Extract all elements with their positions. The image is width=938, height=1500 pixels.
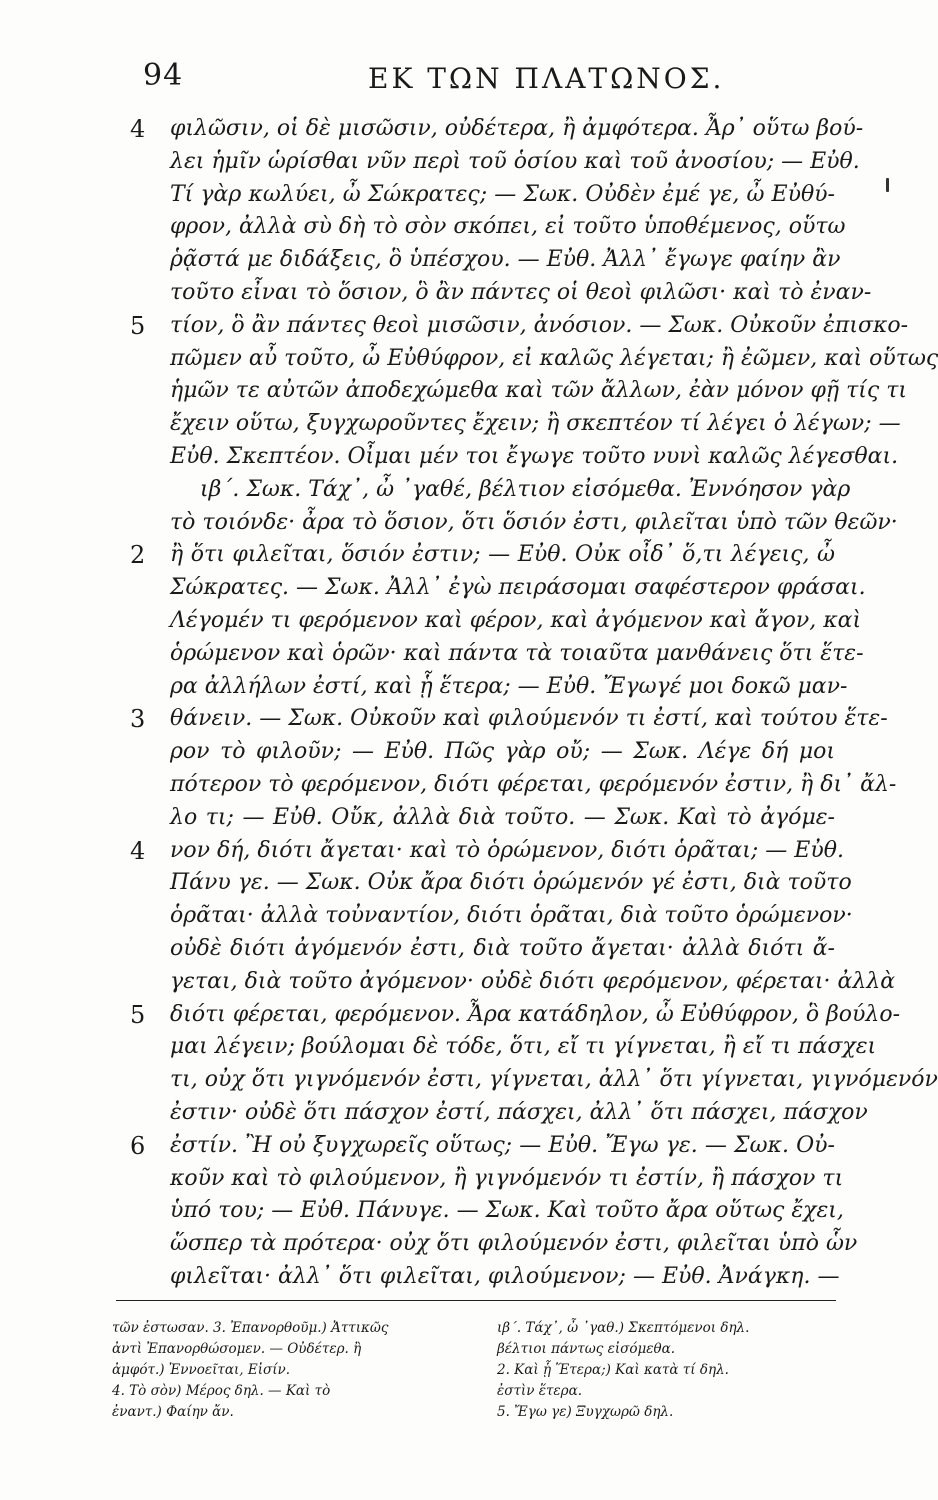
section-marker: 5 <box>130 1000 146 1029</box>
footnote-line: βέλτιοι πάντως εἰσόμεθα. <box>497 1341 676 1357</box>
text-line: ὁρώμενον καὶ ὁρῶν· καὶ πάντα τὰ τοιαῦτα μανθάνεις ὅτι ἕτε- <box>170 640 864 666</box>
text-line: ρα ἀλλήλων ἐστί, καὶ ᾗ ἕτερα; — Εὐθ. Ἔγωγέ μοι δοκῶ μαν- <box>170 673 848 699</box>
text-line: ὁρᾶται· ἀλλὰ τοὐναντίον, διότι ὁρᾶται, διὰ τοῦτο ὁρώμενον· <box>170 903 853 929</box>
text-line: ρον τὸ φιλοῦν; — Εὐθ. Πῶς γὰρ οὔ; — Σωκ. Λέγε δή μοι <box>170 739 835 765</box>
text-line: οὐδὲ διότι ἀγόμενόν ἐστι, διὰ τοῦτο ἄγεται· ἀλλὰ διότι ἄ- <box>170 936 835 961</box>
text-line: θάνειν. — Σωκ. Οὐκοῦν καὶ φιλούμενόν τι ἐστί, καὶ τούτου ἕτε- <box>170 706 888 732</box>
text-line: πῶμεν αὖ τοῦτο, ὦ Εὐθύφρον, εἰ καλῶς λέγεται; ἢ ἐῶμεν, καὶ οὕτως <box>170 345 938 371</box>
footnote-line: 2. Καὶ ᾗ Ἕτερα;) Καὶ κατὰ τί δηλ. <box>497 1362 729 1378</box>
footnote-line: ἐναντ.) Φαίην ἄν. <box>112 1404 234 1420</box>
text-line: φρον, ἀλλὰ σὺ δὴ τὸ σὸν σκόπει, εἰ τοῦτο ὑποθέμενος, οὕτω <box>170 214 846 240</box>
text-line: λο τι; — Εὐθ. Οὔκ, ἀλλὰ διὰ τοῦτο. — Σωκ. Καὶ τὸ ἀγόμε- <box>170 804 835 830</box>
text-line: φιλῶσιν, οἱ δὲ μισῶσιν, οὐδέτερα, ἢ ἀμφότερα. Ἆρ᾽ οὕτω βού- <box>170 116 864 141</box>
section-marker: 4 <box>130 836 146 865</box>
text-line: ιβ΄. Σωκ. Τάχ᾽, ὦ ᾽γαθέ, βέλτιον εἰσόμεθα. Ἐννόησον γὰρ <box>200 476 851 502</box>
text-line: φιλεῖται· ἀλλ᾽ ὅτι φιλεῖται, φιλούμενον; — Εὐθ. Ἀνάγκη. — <box>170 1264 840 1289</box>
footnote-line: ἐστὶν ἕτερα. <box>497 1383 583 1399</box>
text-line: τι, οὐχ ὅτι γιγνόμενόν ἐστι, γίγνεται, ἀλλ᾽ ὅτι γίγνεται, γιγνόμενόν <box>170 1067 938 1093</box>
footnote-line: ἀντὶ Ἐπανορθώσομεν. — Οὐδέτερ. ἢ <box>112 1341 362 1357</box>
footnote-line: ἀμφότ.) Ἐννοεῖται, Εἰσίν. <box>112 1362 290 1378</box>
text-line: ἔχειν οὕτω, ξυγχωροῦντες ἔχειν; ἢ σκεπτέον τί λέγει ὁ λέγων; — <box>170 411 901 437</box>
text-line: Πάνυ γε. — Σωκ. Οὐκ ἄρα διότι ὁρώμενόν γέ ἐστι, διὰ τοῦτο <box>170 870 852 896</box>
text-line: νον δή, διότι ἄγεται· καὶ τὸ ὁρώμενον, διότι ὁρᾶται; — Εὐθ. <box>170 837 844 863</box>
text-line: Λέγομέν τι φερόμενον καὶ φέρον, καὶ ἀγόμενον καὶ ἄγον, καὶ <box>170 608 862 633</box>
text-line: ὥσπερ τὰ πρότερα· οὐχ ὅτι φιλούμενόν ἐστι, φιλεῖται ὑπὸ ὧν <box>170 1231 858 1257</box>
section-marker: 2 <box>130 541 146 570</box>
footnote-line: 4. Τὸ σὸν) Μέρος δηλ. — Καὶ τὸ <box>112 1383 331 1399</box>
running-title: ΕΚ ΤΩΝ ΠΛΑΤΩΝΟΣ. <box>368 62 725 95</box>
text-line: λει ἡμῖν ὡρίσθαι νῦν περὶ τοῦ ὁσίου καὶ τοῦ ἀνοσίου; — Εὐθ. <box>170 148 860 174</box>
page-header <box>0 58 902 102</box>
text-line: κοῦν καὶ τὸ φιλούμενον, ἢ γιγνόμενόν τι ἐστίν, ἢ πάσχον τι <box>170 1165 844 1191</box>
margin-speck <box>886 178 889 192</box>
text-line: διότι φέρεται, φερόμενον. Ἆρα κατάδηλον, ὦ Εὐθύφρον, ὃ βούλο- <box>170 1001 901 1027</box>
text-line: μαι λέγειν; βούλομαι δὲ τόδε, ὅτι, εἴ τι γίγνεται, ἢ εἴ τι πάσχει <box>170 1034 877 1060</box>
footnote-line: 5. Ἔγω γε) Ξυγχωρῶ δηλ. <box>497 1404 674 1420</box>
text-line: γεται, διὰ τοῦτο ἀγόμενον· οὐδὲ διότι φερόμενον, φέρεται· ἀλλὰ <box>170 968 896 994</box>
section-marker: 6 <box>130 1131 146 1160</box>
text-line: ῥᾷστά με διδάξεις, ὃ ὑπέσχου. — Εὐθ. Ἀλλ᾽ ἔγωγε φαίην ἂν <box>170 247 841 273</box>
page-number: 94 <box>143 58 184 93</box>
text-line: ἐστίν. Ἢ οὐ ξυγχωρεῖς οὕτως; — Εὐθ. Ἔγω γε. — Σωκ. Οὐ- <box>170 1132 835 1158</box>
text-line: ὑπό του; — Εὐθ. Πάνυγε. — Σωκ. Καὶ τοῦτο ἄρα οὕτως ἔχει, <box>170 1198 844 1224</box>
text-line: τοῦτο εἶναι τὸ ὅσιον, ὃ ἂν πάντες οἱ θεοὶ φιλῶσι· καὶ τὸ ἐναν- <box>170 280 872 305</box>
footnote-line: ιβ΄. Τάχ᾽, ὦ ᾽γαθ.) Σκεπτόμενοι δηλ. <box>497 1320 750 1336</box>
section-marker: 4 <box>130 115 146 143</box>
text-line: Σώκρατες. — Σωκ. Ἀλλ᾽ ἐγὼ πειράσομαι σαφέστερον φράσαι. <box>170 575 866 601</box>
footnote-rule <box>116 1300 836 1301</box>
text-line: πότερον τὸ φερόμενον, διότι φέρεται, φερόμενόν ἐστιν, ἢ δι᾽ ἄλ- <box>170 772 897 797</box>
text-line: τίον, ὃ ἂν πάντες θεοὶ μισῶσιν, ἀνόσιον. — Σωκ. Οὐκοῦν ἐπισκο- <box>170 312 909 338</box>
text-line: Τί γὰρ κωλύει, ὦ Σώκρατες; — Σωκ. Οὐδὲν ἐμέ γε, ὦ Εὐθύ- <box>170 181 835 207</box>
section-marker: 3 <box>130 705 146 734</box>
text-line: ἡμῶν τε αὐτῶν ἀποδεχώμεθα καὶ τῶν ἄλλων, ἐὰν μόνον φῇ τίς τι <box>170 378 908 404</box>
text-line: Εὐθ. Σκεπτέον. Οἶμαι μέν τοι ἔγωγε τοῦτο νυνὶ καλῶς λέγεσθαι. <box>170 444 899 469</box>
text-line: τὸ τοιόνδε· ἆρα τὸ ὅσιον, ὅτι ὅσιόν ἐστι, φιλεῖται ὑπὸ τῶν θεῶν· <box>170 509 898 535</box>
section-marker: 5 <box>130 311 146 340</box>
text-line: ἢ ὅτι φιλεῖται, ὅσιόν ἐστιν; — Εὐθ. Οὐκ οἶδ᾽ ὅ,τι λέγεις, ὦ <box>170 542 835 568</box>
footnote-line: τῶν ἐστωσαν. 3. Ἐπανορθοῦμ.) Ἀττικῶς <box>112 1320 389 1336</box>
text-line: ἐστιν· οὐδὲ ὅτι πάσχον ἐστί, πάσχει, ἀλλ᾽ ὅτι πάσχει, πάσχον <box>170 1100 868 1125</box>
